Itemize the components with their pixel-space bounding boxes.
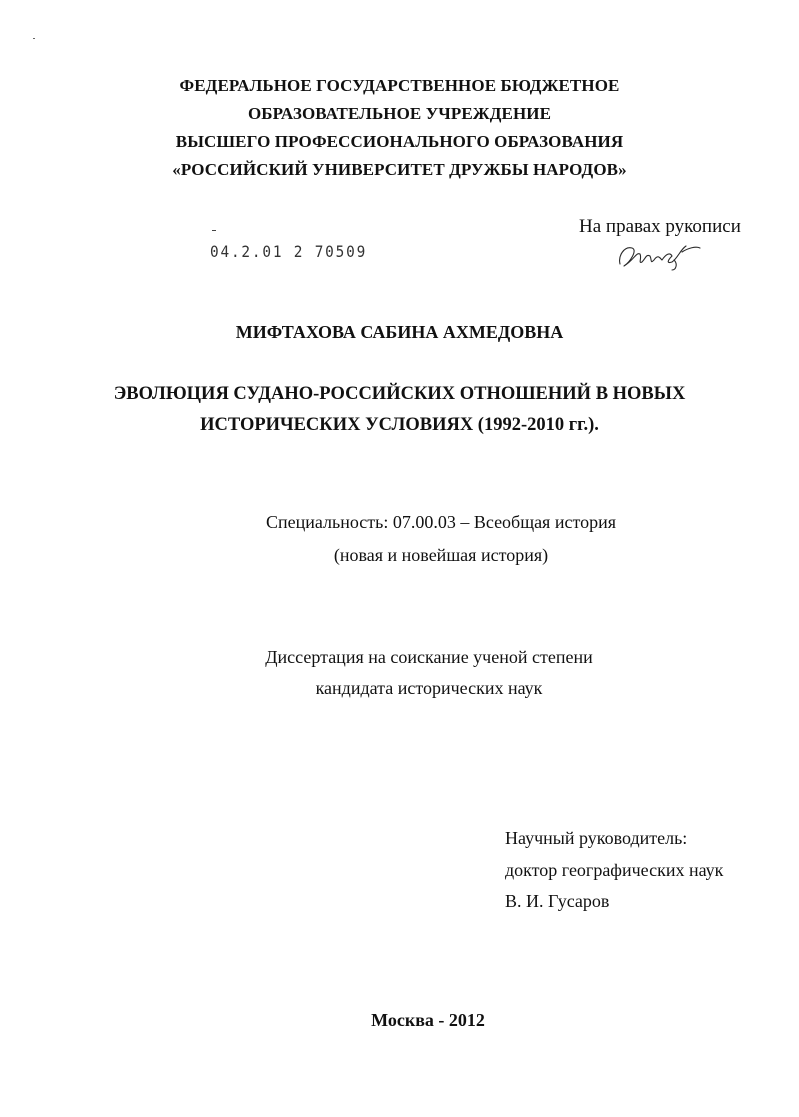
adviser-name: В. И. Гусаров: [505, 891, 610, 911]
registration-stamp-number: 04.2.01 2 70509: [210, 242, 368, 261]
degree-line-1: Диссертация на соискание ученой степени: [265, 647, 593, 667]
specialty-line-2: (новая и новейшая история): [333, 545, 549, 565]
institution-line-3: ВЫСШЕГО ПРОФЕССИОНАЛЬНОГО ОБРАЗОВАНИЯ: [175, 132, 624, 151]
institution-line-4: «РОССИЙСКИЙ УНИВЕРСИТЕТ ДРУЖБЫ НАРОДОВ»: [172, 160, 627, 179]
adviser-label: Научный руководитель:: [505, 828, 688, 848]
author-name: МИФТАХОВА САБИНА АХМЕДОВНА: [235, 322, 564, 342]
adviser-degree: доктор географических наук: [505, 860, 724, 880]
handwritten-signature: [612, 238, 702, 272]
manuscript-rights-note: На правах рукописи: [579, 216, 741, 237]
institution-line-2: ОБРАЗОВАТЕЛЬНОЕ УЧРЕЖДЕНИЕ: [247, 104, 552, 123]
degree-line-2: кандидата исторических наук: [315, 678, 543, 698]
city-year: Москва - 2012: [371, 1010, 485, 1030]
title-line-2: ИСТОРИЧЕСКИХ УСЛОВИЯХ (1992-2010 гг.).: [200, 415, 599, 435]
specialty-line-1: Специальность: 07.00.03 – Всеобщая история: [265, 512, 617, 532]
title-line-1: ЭВОЛЮЦИЯ СУДАНО-РОССИЙСКИХ ОТНОШЕНИЙ В НОВЫХ: [113, 384, 686, 404]
scan-speck: [33, 38, 35, 39]
stamp-tick: [212, 230, 216, 231]
institution-line-1: ФЕДЕРАЛЬНОЕ ГОСУДАРСТВЕННОЕ БЮДЖЕТНОЕ: [179, 76, 620, 95]
